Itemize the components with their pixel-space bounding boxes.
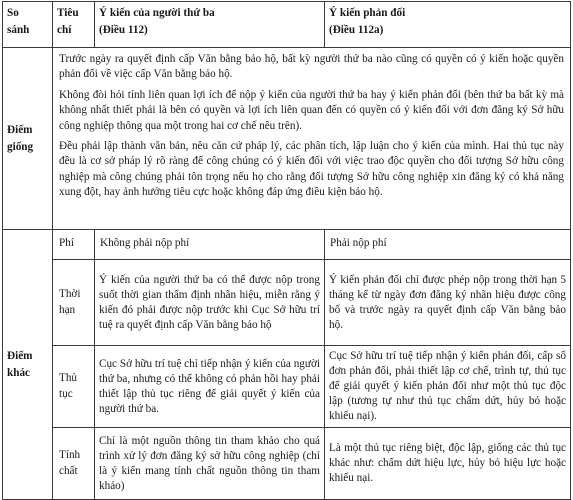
comparison-table	[2, 1, 571, 500]
similarities-label: Điểm giống	[3, 48, 53, 230]
header-compare: So sánh	[3, 2, 53, 48]
fee-opposition: Phải nộp phí	[325, 230, 571, 260]
differences-row-deadline	[3, 260, 571, 346]
differences-label: Điểm khác	[3, 230, 53, 500]
similarities-row	[3, 48, 571, 230]
header-criterion: Tiêu chí	[53, 2, 95, 48]
similarity-paragraph: Không đòi hỏi tính liên quan lợi ích để nộp ý kiến của người thứ ba hay ý kiến phản đối (bên thứ ba bất kỳ mà không nhất thiết phải là bên có quyền và lợi ích liên quan đến có quyền có ý kiến đối với đơn đăng ký Sở hữu công nghiệp thông qua một trong hai cơ chế nêu trên).	[59, 88, 564, 132]
similarity-paragraph: Trước ngày ra quyết định cấp Văn bằng bảo hộ, bất kỳ người thứ ba nào cũng có quyền có ý kiến hoặc quyền phản đối về việc cấp Văn bằng bảo hộ.	[59, 53, 564, 81]
header-third-party-opinion: Ý kiến của người thứ ba (Điều 112)	[95, 2, 325, 48]
differences-row-fee	[3, 230, 571, 260]
header-opposition: Ý kiến phản đối (Điều 112a)	[325, 2, 571, 48]
criterion-procedure: Thủ tục	[53, 346, 95, 428]
criterion-deadline: Thời hạn	[53, 260, 95, 346]
nature-third-party: Chỉ là một nguồn thông tin tham khảo cho quá trình xử lý đơn đăng ký sở hữu công nghiệp (chỉ là ý kiến mang tính chất nguồn thông tin tham khảo)	[95, 428, 325, 500]
similarities-content	[53, 48, 571, 230]
table-header-row	[3, 2, 571, 48]
criterion-fee: Phí	[53, 230, 95, 260]
procedure-opposition: Cục Sở hữu trí tuệ tiếp nhận ý kiến phản đối, cấp số đơn phản đối, phải thiết lập cơ chế, trình tự, thủ tục để giải quyết ý kiến phản đối như một thủ tục độc lập (tương tự như thủ tục chấm dứt, hủy bỏ hoặc khiếu nại).	[325, 346, 571, 428]
differences-row-procedure	[3, 346, 571, 428]
nature-opposition: Là một thủ tục riêng biệt, độc lập, giống các thủ tục khác như: chấm dứt hiệu lực, hủy bỏ hiệu lực hoặc khiếu nại.	[325, 428, 571, 500]
procedure-third-party: Cục Sở hữu trí tuệ chỉ tiếp nhận ý kiến của người thứ ba, nhưng có thể không có phản hồi hay phải thiết lập thủ tục riêng để giải quyết ý kiến của người thứ ba.	[95, 346, 325, 428]
differences-row-nature	[3, 428, 571, 500]
criterion-nature: Tính chất	[53, 428, 95, 500]
fee-third-party: Không phải nộp phí	[95, 230, 325, 260]
deadline-opposition: Ý kiến phản đối chỉ được phép nộp trong thời hạn 5 tháng kể từ ngày đơn đăng ký nhãn hiệu được công bố và trước ngày ra quyết định cấp Văn bằng bảo hộ.	[325, 260, 571, 346]
similarity-paragraph: Đều phải lập thành văn bản, nêu căn cứ pháp lý, các phân tích, lập luận cho ý kiến của mình. Hai thủ tục này đều là cơ sở pháp lý rõ ràng để công chúng có ý kiến đối với việc trao độc quyền cho đối tượng Sở hữu công nghiệp mà công chúng phải tôn trọng nếu họ cho rằng đối tượng Sở hữu công nghiệp xin đăng ký có khả năng xung đột, hay ảnh hưởng tiêu cực hoặc không đáp ứng điều kiện bảo hộ.	[59, 140, 564, 199]
deadline-third-party: Ý kiến của người thứ ba có thể được nộp trong suốt thời gian thẩm định nhãn hiệu, miễn rằng ý kiến đó phải được nộp trước khi Cục Sở hữu trí tuệ ra quyết định cấp Văn bằng bảo hộ	[95, 260, 325, 346]
